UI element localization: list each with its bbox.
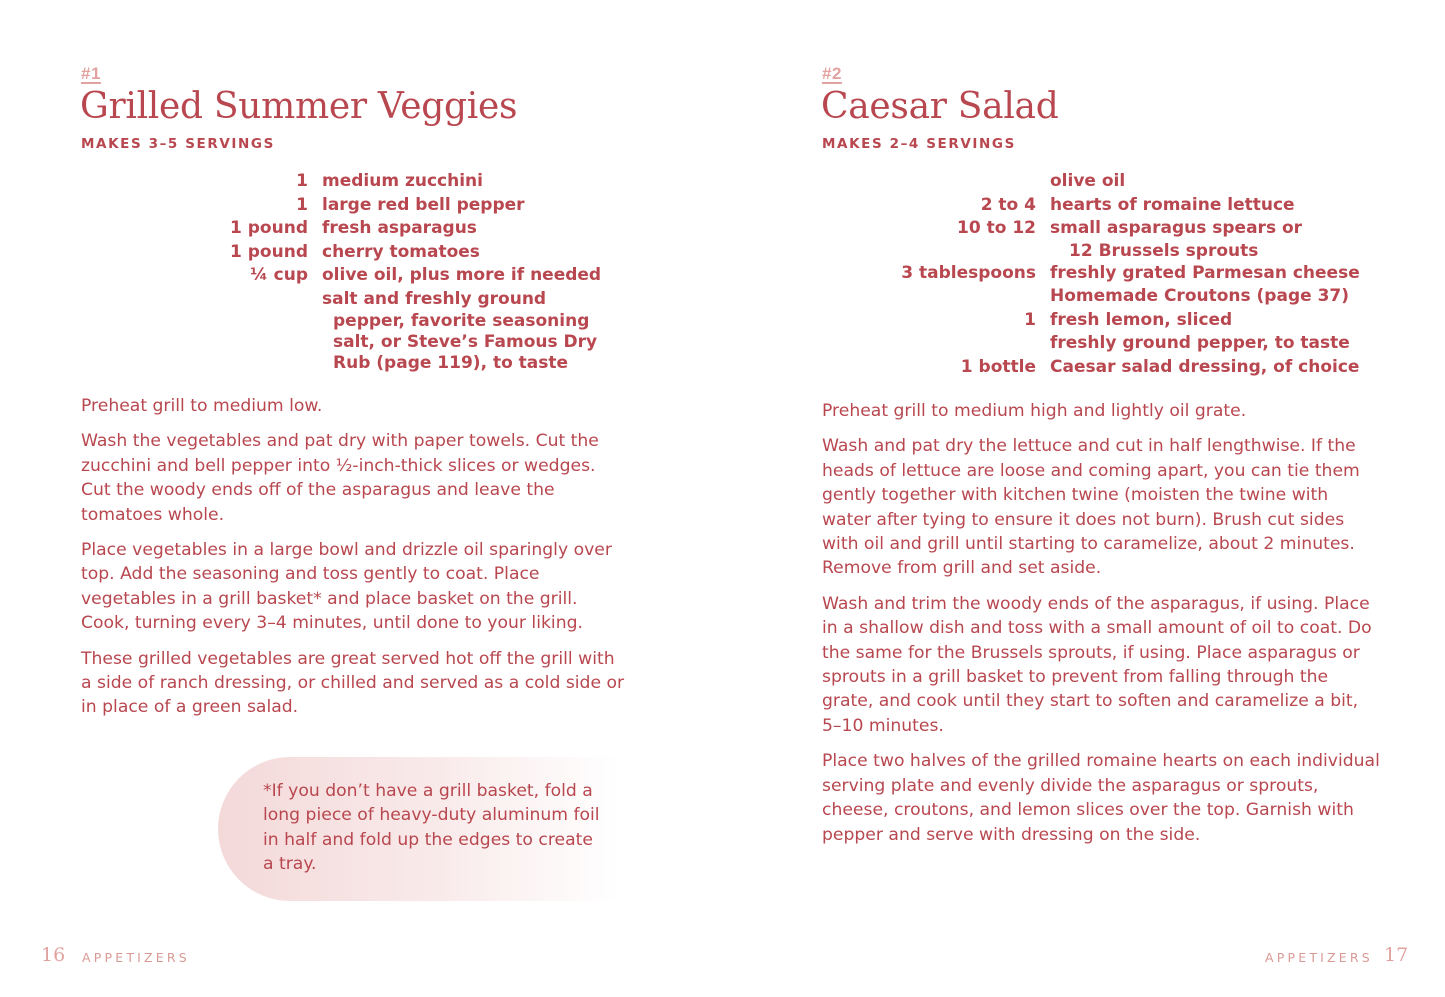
ingredient-qty: 3 tablespoons — [901, 262, 1036, 283]
recipe-number: #1 — [81, 64, 101, 83]
ingredient-item: small asparagus spears or — [1050, 218, 1303, 238]
ingredient-item: salt and freshly ground — [322, 288, 547, 309]
ingredient-row — [80, 353, 620, 374]
ingredient-qty — [80, 288, 322, 312]
ingredient-row — [80, 170, 620, 194]
left-page — [0, 0, 722, 997]
ingredient-qty: 1 — [1024, 309, 1036, 330]
ingredient-item: medium zucchini — [322, 171, 483, 191]
ingredient-row — [722, 285, 1382, 309]
instruction-step: Place vegetables in a large bowl and drizzle oil sparingly over top. Add the seasoning and toss gently to coat. Place vegetables in a grill basket* and place basket on the grill. Cook, turning every 3–4 minutes, until done to your liking. — [81, 540, 612, 634]
ingredient-qty — [80, 311, 322, 332]
ingredient-item: fresh asparagus — [322, 218, 477, 238]
ingredient-list — [722, 170, 1382, 379]
ingredient-row — [722, 194, 1382, 218]
ingredient-row — [722, 262, 1382, 286]
servings: MAKES 2–4 SERVINGS — [822, 136, 1016, 152]
recipe-title: Grilled Summer Veggies — [80, 86, 518, 127]
ingredient-item: Homemade Croutons (page 37) — [1050, 286, 1349, 306]
ingredient-row — [80, 332, 620, 353]
ingredient-item: Caesar salad dressing, of choice — [1050, 356, 1360, 377]
section-label: APPETIZERS — [1265, 950, 1373, 965]
ingredient-qty: 1 — [296, 194, 308, 215]
instruction-step: These grilled vegetables are great served hot off the grill with a side of ranch dressing, or chilled and served as a cold side or in place of a green salad. — [81, 648, 625, 718]
right-page — [722, 0, 1445, 997]
instructions — [822, 399, 1382, 858]
ingredient-item: salt, or Steve’s Famous Dry — [333, 332, 598, 352]
ingredient-list — [80, 170, 620, 374]
instruction-step: Preheat grill to medium high and lightly oil grate. — [822, 401, 1247, 421]
servings: MAKES 3–5 SERVINGS — [81, 136, 275, 152]
ingredient-item: Rub (page 119), to taste — [333, 353, 569, 373]
ingredient-item: freshly ground pepper, to taste — [1050, 333, 1350, 353]
ingredient-row — [80, 217, 620, 241]
ingredient-qty: 1 bottle — [960, 356, 1036, 377]
ingredient-qty: 1 — [296, 171, 308, 191]
ingredient-row — [80, 241, 620, 265]
ingredient-qty: ¼ cup — [250, 265, 308, 285]
section-label: APPETIZERS — [82, 950, 190, 965]
instructions — [81, 394, 626, 731]
ingredient-row — [722, 356, 1382, 380]
instruction-step: Wash the vegetables and pat dry with paper towels. Cut the zucchini and bell pepper into ½-inch-thick slices or wedges. Cut the woody ends off of the asparagus and leave the tomatoes whole. — [81, 431, 599, 525]
ingredient-qty: 1 pound — [230, 241, 308, 262]
ingredient-item: fresh lemon, sliced — [1050, 309, 1233, 330]
ingredient-row — [80, 288, 620, 312]
ingredient-row — [722, 241, 1382, 262]
ingredient-qty: 1 pound — [230, 218, 308, 238]
tip-callout — [218, 757, 618, 901]
ingredient-item: olive oil, plus more if needed — [322, 265, 602, 285]
instruction-step: Place two halves of the grilled romaine hearts on each individual serving plate and evenly divide the asparagus or sprouts, cheese, croutons, and lemon slices over the top. Garnish with pepper and serve with dressing on the side. — [822, 751, 1380, 845]
recipe-number: #2 — [822, 64, 842, 83]
ingredient-row — [80, 264, 620, 288]
ingredient-item: 12 Brussels sprouts — [1069, 240, 1259, 261]
instruction-step: Preheat grill to medium low. — [81, 396, 323, 416]
instruction-step: Wash and trim the woody ends of the asparagus, if using. Place in a shallow dish and toss with a small amount of oil to coat. Do the same for the Brussels sprouts, if using. Place asparagus or sprouts in a grill basket to prevent from falling through the grate, and cook until they start to soften and caramelize a bit, 5–10 minutes. — [822, 593, 1372, 736]
recipe-title: Caesar Salad — [821, 86, 1059, 127]
ingredient-row — [722, 309, 1382, 333]
ingredient-row — [722, 217, 1382, 241]
ingredient-item: hearts of romaine lettuce — [1050, 194, 1295, 215]
instruction-step: Wash and pat dry the lettuce and cut in half lengthwise. If the heads of lettuce are loose and coming apart, you can tie them gently together with kitchen twine (moisten the twine with water after tying to ensure it does not burn). Brush cut sides with oil and grill until starting to caramelize, about 2 minutes. Remove from grill and set aside. — [822, 436, 1360, 579]
ingredient-qty: 10 to 12 — [957, 218, 1036, 238]
ingredient-qty: 2 to 4 — [980, 194, 1036, 215]
ingredient-qty — [80, 332, 322, 353]
ingredient-qty — [722, 170, 1050, 194]
ingredient-item: cherry tomatoes — [322, 241, 480, 262]
ingredient-item: freshly grated Parmesan cheese — [1050, 262, 1360, 283]
ingredient-qty — [722, 285, 1050, 309]
ingredient-qty — [722, 332, 1050, 356]
ingredient-row — [722, 332, 1382, 356]
ingredient-qty — [722, 241, 1050, 262]
ingredient-item: pepper, favorite seasoning — [333, 311, 590, 331]
ingredient-item: large red bell pepper — [322, 194, 525, 215]
tip-text: *If you don’t have a grill basket, fold a long piece of heavy-duty aluminum foil in half and fold up the edges to create a tray. — [263, 781, 600, 875]
ingredient-row — [80, 194, 620, 218]
ingredient-qty — [80, 353, 322, 374]
ingredient-row — [80, 311, 620, 332]
ingredient-row — [722, 170, 1382, 194]
page-number: 16 — [41, 944, 66, 966]
page-number: 17 — [1384, 944, 1409, 966]
ingredient-item: olive oil — [1050, 171, 1126, 191]
